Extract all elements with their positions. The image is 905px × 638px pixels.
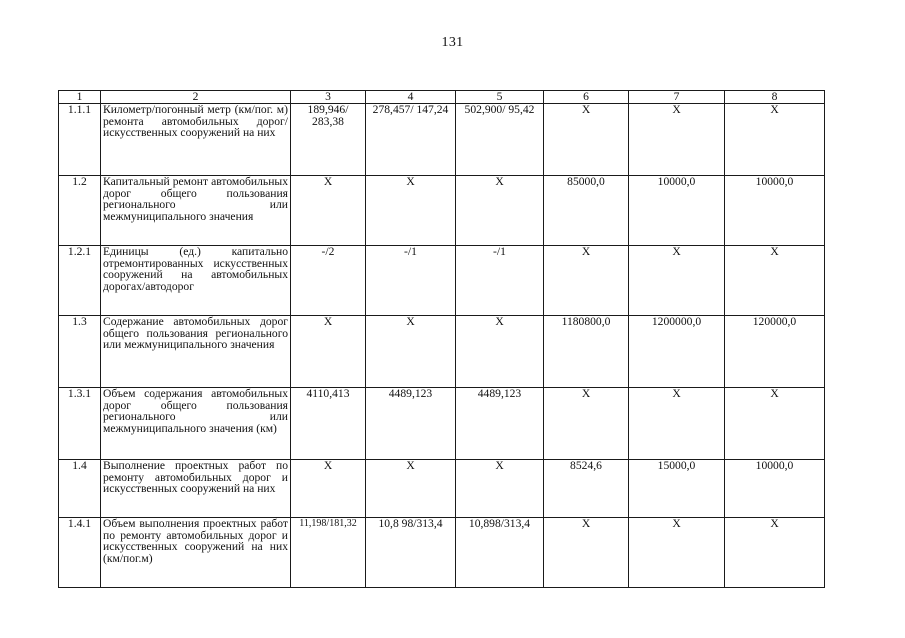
cell-col-5: 4489,123 — [456, 388, 544, 460]
row-description: Выполнение проектных работ по ремонту автомобильных дорог и искусственных сооружений на них — [101, 460, 291, 518]
row-number: 1.4.1 — [59, 518, 101, 588]
cell-col-5: Х — [456, 176, 544, 246]
cell-col-6: Х — [544, 518, 629, 588]
cell-col-6: 8524,6 — [544, 460, 629, 518]
cell-col-6: 85000,0 — [544, 176, 629, 246]
cell-col-8: Х — [725, 388, 825, 460]
table-row — [59, 316, 825, 388]
table-row — [59, 176, 825, 246]
row-description: Единицы (ед.) капитально отремонтированных искусственных сооружений на автомобильных дорогах/автодорог — [101, 246, 291, 316]
cell-col-8: 120000,0 — [725, 316, 825, 388]
cell-col-4: 4489,123 — [366, 388, 456, 460]
cell-col-7: Х — [629, 246, 725, 316]
cell-col-7: Х — [629, 518, 725, 588]
column-header: 5 — [456, 91, 544, 104]
column-header: 8 — [725, 91, 825, 104]
cell-col-5: Х — [456, 460, 544, 518]
cell-col-3: Х — [291, 460, 366, 518]
cell-col-4: Х — [366, 316, 456, 388]
cell-col-3: 189,946/ 283,38 — [291, 104, 366, 176]
row-number: 1.3 — [59, 316, 101, 388]
cell-col-3: Х — [291, 316, 366, 388]
cell-col-4: -/1 — [366, 246, 456, 316]
cell-col-4: Х — [366, 460, 456, 518]
column-header: 3 — [291, 91, 366, 104]
cell-col-5: 10,898/313,4 — [456, 518, 544, 588]
cell-col-8: 10000,0 — [725, 460, 825, 518]
row-description: Капитальный ремонт автомобильных дорог общего пользования регионального или межмуниципального значения — [101, 176, 291, 246]
cell-col-3: Х — [291, 176, 366, 246]
cell-col-3: -/2 — [291, 246, 366, 316]
cell-col-8: Х — [725, 104, 825, 176]
table-row — [59, 246, 825, 316]
cell-col-8: 10000,0 — [725, 176, 825, 246]
row-description: Содержание автомобильных дорог общего пользования регионального или межмуниципального значения — [101, 316, 291, 388]
table-row — [59, 104, 825, 176]
table-row — [59, 388, 825, 460]
row-number: 1.1.1 — [59, 104, 101, 176]
row-description: Объем выполнения проектных работ по ремонту автомобильных дорог и искусственных сооружений на них (км/пог.м) — [101, 518, 291, 588]
column-header: 7 — [629, 91, 725, 104]
row-description: Объем содержания автомобильных дорог общего пользования регионального или межмуниципального значения (км) — [101, 388, 291, 460]
column-header: 6 — [544, 91, 629, 104]
cell-col-4: Х — [366, 176, 456, 246]
cell-col-8: Х — [725, 518, 825, 588]
cell-col-6: Х — [544, 388, 629, 460]
cell-col-4: 10,8 98/313,4 — [366, 518, 456, 588]
cell-col-6: Х — [544, 104, 629, 176]
column-header: 4 — [366, 91, 456, 104]
table-header-row — [59, 91, 825, 104]
cell-col-3: 11,198/181,32 — [291, 518, 366, 588]
cell-col-6: Х — [544, 246, 629, 316]
cell-col-7: 15000,0 — [629, 460, 725, 518]
cell-col-5: Х — [456, 316, 544, 388]
cell-col-7: Х — [629, 388, 725, 460]
column-header: 1 — [59, 91, 101, 104]
table-row — [59, 518, 825, 588]
row-number: 1.2 — [59, 176, 101, 246]
cell-col-6: 1180800,0 — [544, 316, 629, 388]
cell-col-5: 502,900/ 95,42 — [456, 104, 544, 176]
data-table — [58, 90, 825, 588]
cell-col-7: Х — [629, 104, 725, 176]
page-number: 131 — [441, 35, 464, 50]
cell-col-5: -/1 — [456, 246, 544, 316]
cell-col-7: 10000,0 — [629, 176, 725, 246]
row-description: Километр/погонный метр (км/пог. м) ремонта автомобильных дорог/искусственных сооружений на них — [101, 104, 291, 176]
cell-col-4: 278,457/ 147,24 — [366, 104, 456, 176]
row-number: 1.4 — [59, 460, 101, 518]
table-row — [59, 460, 825, 518]
column-header: 2 — [101, 91, 291, 104]
row-number: 1.3.1 — [59, 388, 101, 460]
cell-col-3: 4110,413 — [291, 388, 366, 460]
cell-col-7: 1200000,0 — [629, 316, 725, 388]
row-number: 1.2.1 — [59, 246, 101, 316]
cell-col-8: Х — [725, 246, 825, 316]
